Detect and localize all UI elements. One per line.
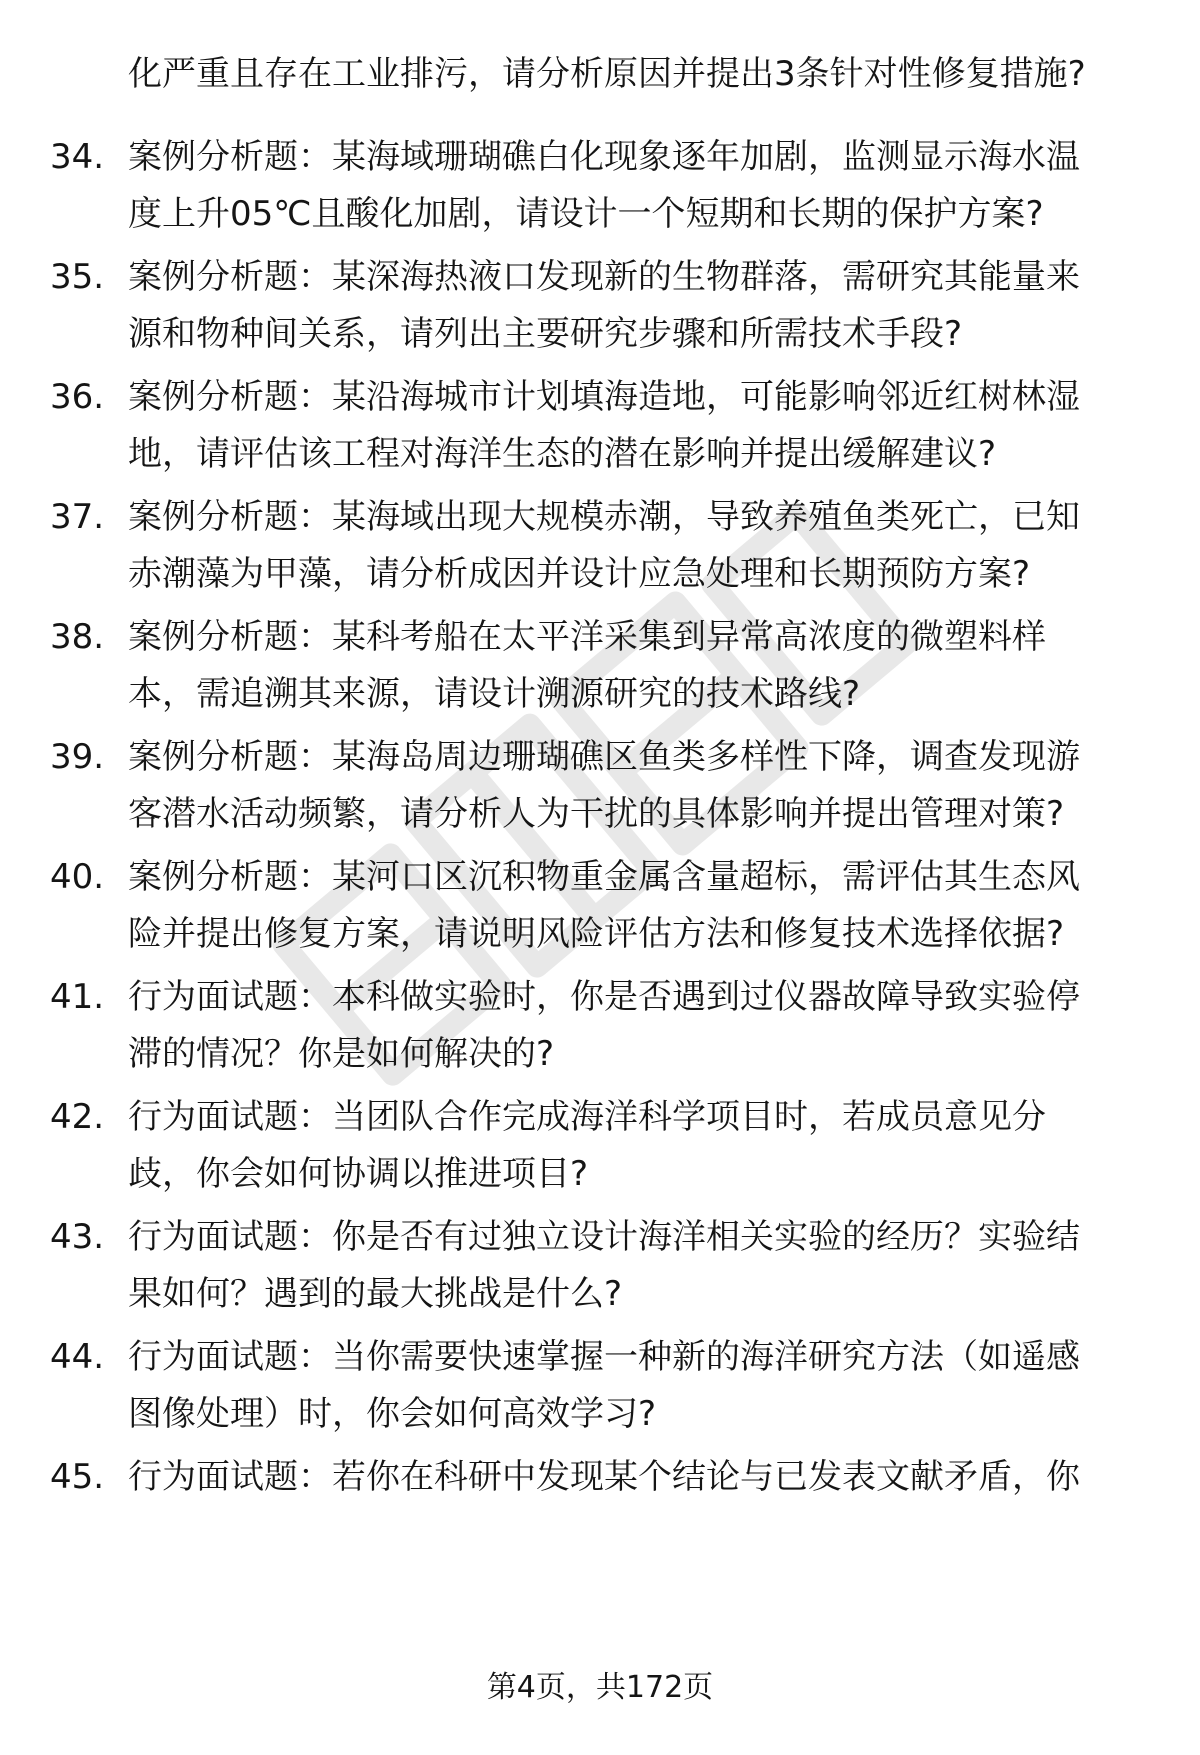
question-text: 行为面试题：你是否有过独立设计海洋相关实验的经历？实验结 — [128, 1217, 1080, 1257]
question-text: 案例分析题：某科考船在太平洋采集到异常高浓度的微塑料样 — [128, 617, 1046, 657]
question-text: 滞的情况？你是如何解决的? — [128, 1034, 555, 1074]
question-text: 本，需追溯其来源，请设计溯源研究的技术路线? — [128, 674, 861, 714]
question-text: 地，请评估该工程对海洋生态的潜在影响并提出缓解建议? — [128, 434, 997, 474]
page-footer: 第4页，共172页 — [486, 1670, 714, 1705]
question-number: 37. — [50, 497, 105, 537]
question-text: 赤潮藻为甲藻，请分析成因并设计应急处理和长期预防方案? — [128, 554, 1031, 594]
question-text: 源和物种间关系，请列出主要研究步骤和所需技术手段? — [128, 314, 963, 354]
question-number: 45. — [50, 1457, 105, 1497]
question-text: 案例分析题：某河口区沉积物重金属含量超标，需评估其生态风 — [128, 857, 1080, 897]
question-text: 果如何？遇到的最大挑战是什么? — [128, 1274, 623, 1314]
question-number: 42. — [50, 1097, 105, 1137]
question-text: 行为面试题：若你在科研中发现某个结论与已发表文献矛盾，你 — [128, 1457, 1080, 1497]
question-number: 44. — [50, 1337, 105, 1377]
question-text: 案例分析题：某沿海城市计划填海造地，可能影响邻近红树林湿 — [128, 377, 1080, 417]
question-number: 35. — [50, 257, 105, 297]
question-text: 案例分析题：某海域珊瑚礁白化现象逐年加剧，监测显示海水温 — [128, 137, 1080, 177]
question-text: 行为面试题：当你需要快速掌握一种新的海洋研究方法（如遥感 — [128, 1337, 1080, 1377]
question-text: 案例分析题：某海域出现大规模赤潮，导致养殖鱼类死亡，已知 — [128, 497, 1080, 537]
question-number: 36. — [50, 377, 105, 417]
question-number: 40. — [50, 857, 105, 897]
question-number: 38. — [50, 617, 105, 657]
question-text: 案例分析题：某深海热液口发现新的生物群落，需研究其能量来 — [128, 257, 1080, 297]
question-text: 案例分析题：某海岛周边珊瑚礁区鱼类多样性下降，调查发现游 — [128, 737, 1080, 777]
question-text: 客潜水活动频繁，请分析人为干扰的具体影响并提出管理对策? — [128, 794, 1065, 834]
question-number: 39. — [50, 737, 105, 777]
question-text: 行为面试题：本科做实验时，你是否遇到过仪器故障导致实验停 — [128, 977, 1080, 1017]
question-text: 图像处理）时，你会如何高效学习? — [128, 1394, 657, 1434]
question-number: 34. — [50, 137, 105, 177]
question-text: 险并提出修复方案，请说明风险评估方法和修复技术选择依据? — [128, 914, 1065, 954]
question-text: 行为面试题：当团队合作完成海洋科学项目时，若成员意见分 — [128, 1097, 1046, 1137]
question-text: 歧，你会如何协调以推进项目? — [128, 1154, 589, 1194]
question-text: 度上升05℃且酸化加剧，请设计一个短期和长期的保护方案? — [128, 194, 1044, 234]
question-number: 41. — [50, 977, 105, 1017]
question-number: 43. — [50, 1217, 105, 1257]
continuation-text: 化严重且存在工业排污，请分析原因并提出3条针对性修复措施? — [128, 54, 1086, 94]
